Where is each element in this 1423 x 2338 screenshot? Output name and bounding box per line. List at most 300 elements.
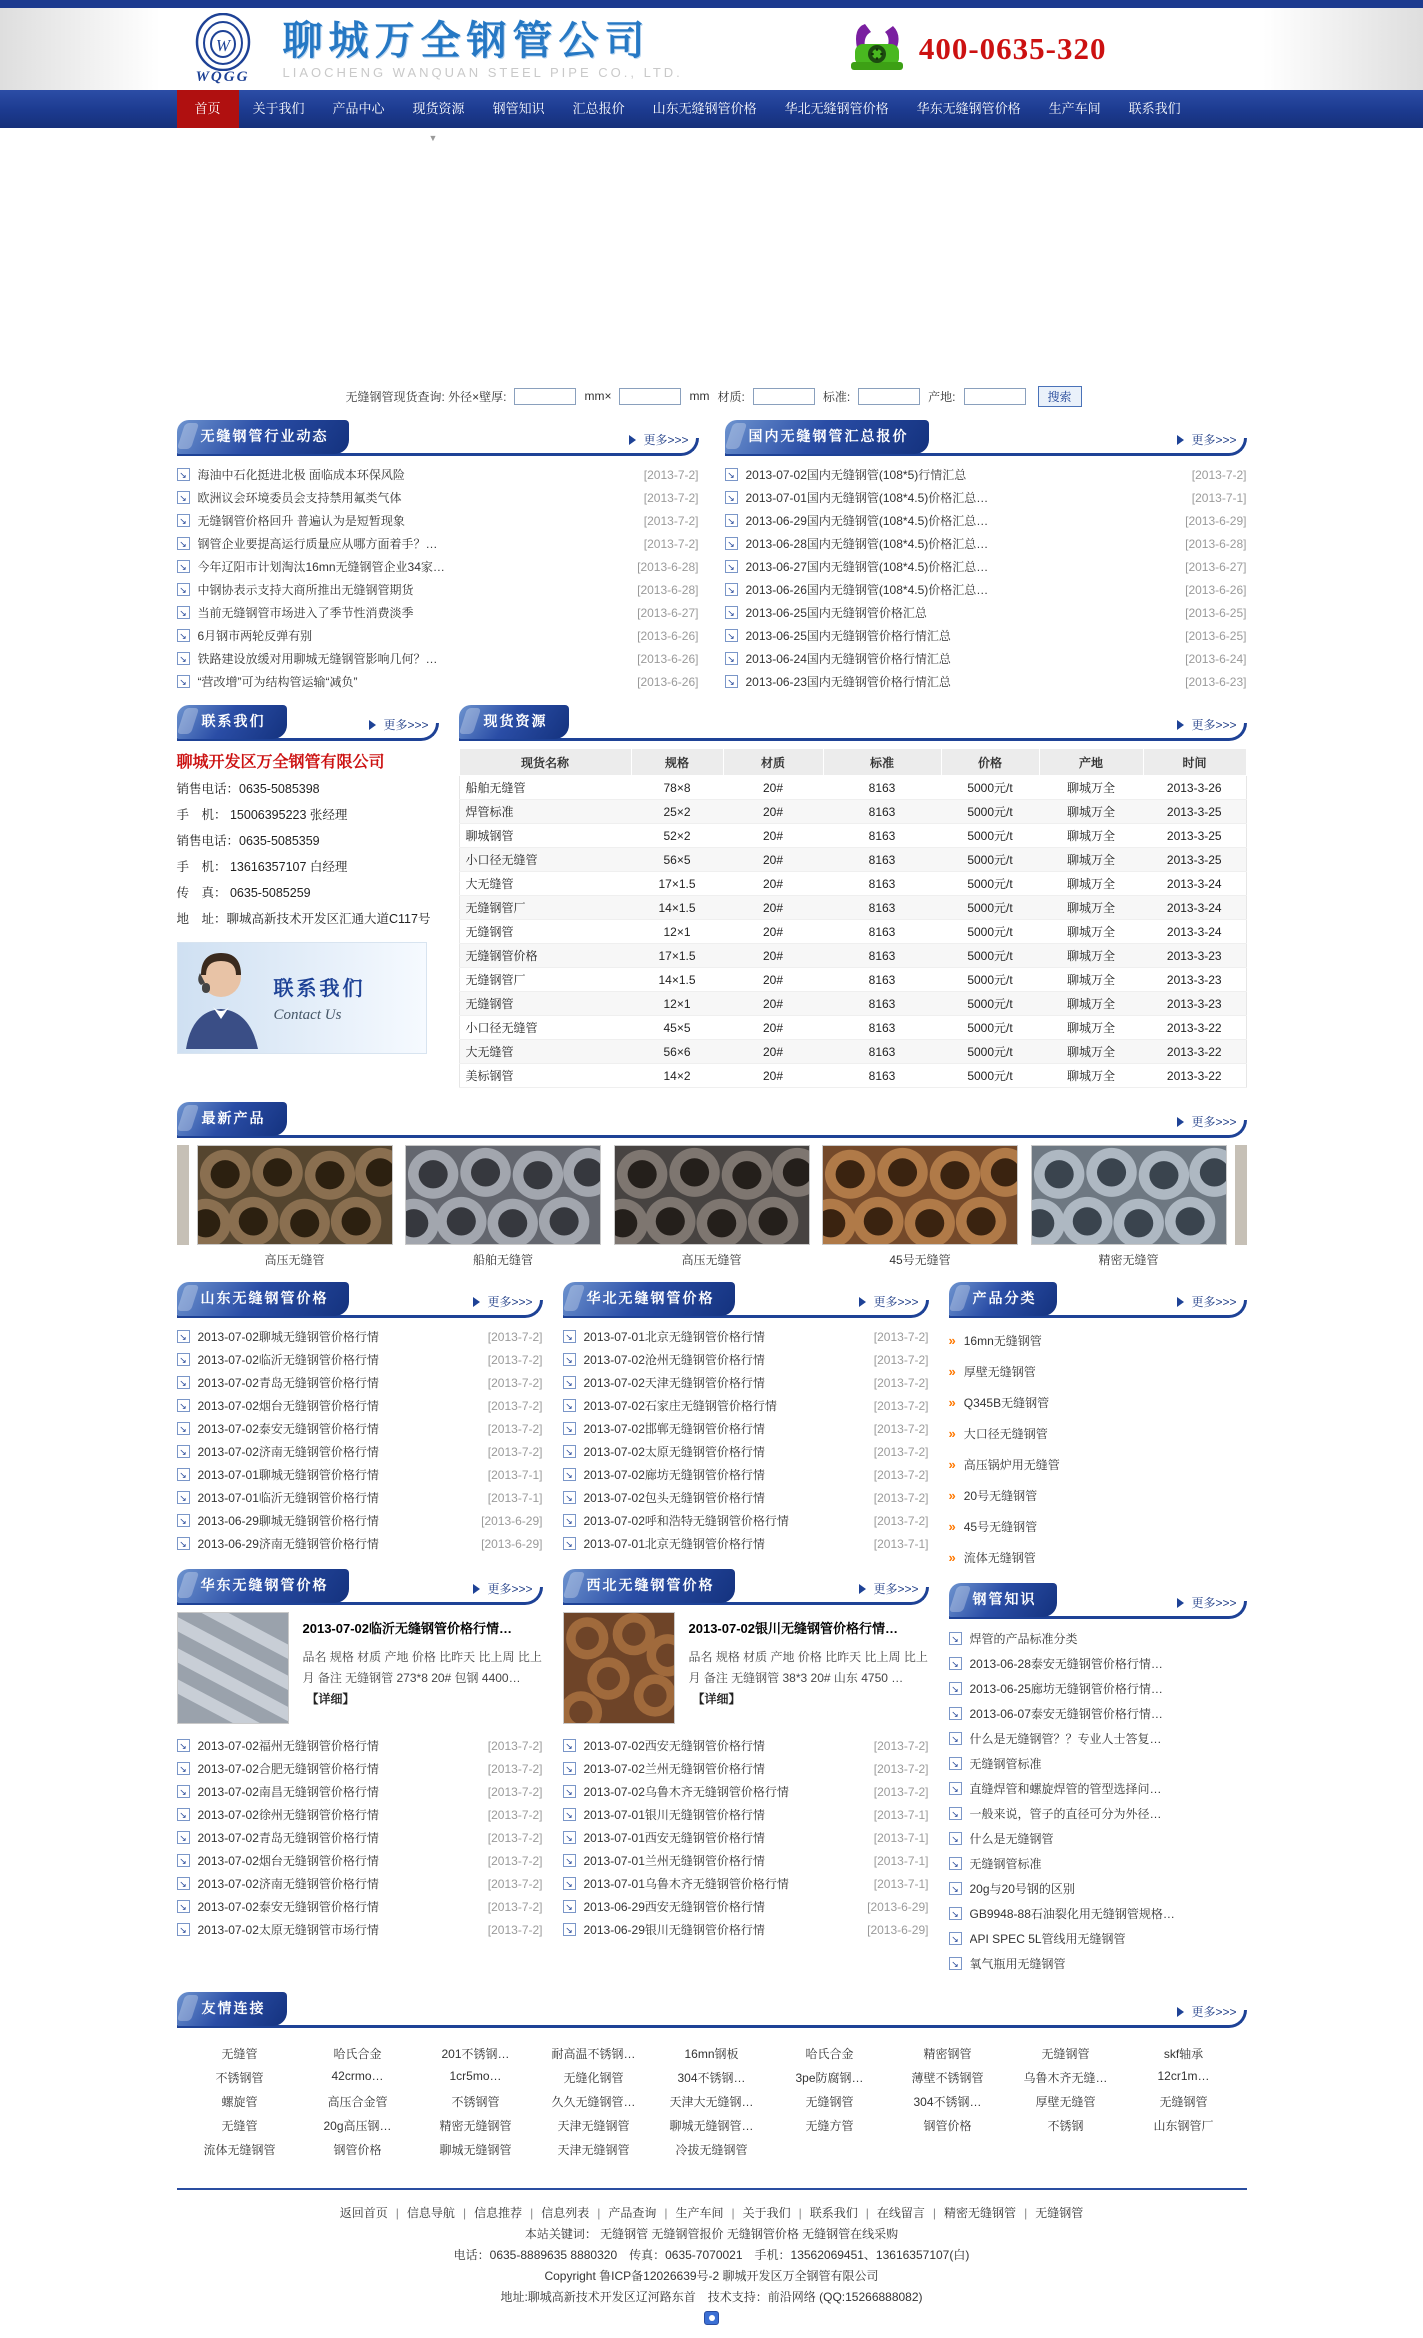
spot-standard: 8163 bbox=[823, 968, 941, 992]
news-row bbox=[949, 1651, 1247, 1676]
spot-date: 2013-3-25 bbox=[1143, 848, 1246, 872]
featured-image[interactable] bbox=[563, 1612, 675, 1724]
friend-links-section bbox=[177, 1992, 1247, 2162]
arrow-icon bbox=[177, 468, 190, 481]
arrow-icon bbox=[563, 1739, 576, 1752]
news-link[interactable]: 无缝钢管价格回升 普遍认为是短暂现象 bbox=[197, 514, 405, 528]
arrow-icon bbox=[725, 629, 738, 642]
arrow-icon bbox=[563, 1877, 576, 1890]
news-link[interactable]: 2013-07-02合肥无缝钢管价格行情 bbox=[197, 1762, 379, 1776]
news-link[interactable]: 2013-07-02太原无缝钢管价格行情 bbox=[583, 1445, 765, 1459]
arrow-icon bbox=[949, 1857, 962, 1870]
news-link[interactable]: 2013-07-01北京无缝钢管价格行情 bbox=[583, 1537, 765, 1551]
news-row bbox=[949, 1726, 1247, 1751]
friend-link[interactable]: 流体无缝钢管 bbox=[203, 2143, 276, 2157]
news-link[interactable]: 铁路建设放缓对用聊城无缝钢管影响几何？… bbox=[197, 652, 438, 666]
product-categories-section bbox=[949, 1282, 1247, 1573]
nav-item[interactable]: 关于我们 bbox=[252, 101, 305, 116]
friend-link[interactable]: 钢管价格 bbox=[923, 2119, 972, 2133]
category-row bbox=[949, 1511, 1247, 1542]
knowledge-link[interactable]: 无缝钢管标准 bbox=[969, 1857, 1042, 1871]
company-logo[interactable] bbox=[177, 13, 269, 86]
table-header-cell: 产地 bbox=[1039, 749, 1143, 776]
news-link[interactable]: 2013-06-29银川无缝钢管价格行情 bbox=[583, 1923, 765, 1937]
product-link[interactable]: 船舶无缝管 bbox=[472, 1253, 533, 1267]
spot-material: 20# bbox=[723, 1016, 823, 1040]
spot-origin: 聊城万全 bbox=[1039, 824, 1143, 848]
category-link[interactable]: 16mn无缝钢管 bbox=[963, 1334, 1042, 1348]
arrow-icon bbox=[563, 1808, 576, 1821]
news-link[interactable]: 2013-07-01西安无缝钢管价格行情 bbox=[583, 1831, 765, 1845]
news-link[interactable]: 2013-07-02太原无缝钢管市场行情 bbox=[197, 1923, 379, 1937]
pipe-knowledge-section bbox=[949, 1583, 1247, 1976]
friend-link[interactable]: 钢管价格 bbox=[333, 2143, 382, 2157]
category-link[interactable]: Q345B无缝钢管 bbox=[963, 1396, 1050, 1410]
news-link[interactable]: 今年辽阳市计划淘汰16mn无缝钢管企业34家… bbox=[197, 560, 445, 574]
news-link[interactable]: 2013-07-02聊城无缝钢管价格行情 bbox=[197, 1330, 379, 1344]
news-date: [2013-7-2] bbox=[643, 490, 699, 505]
product-link[interactable]: 45号无缝管 bbox=[889, 1253, 951, 1267]
news-date: [2013-6-29] bbox=[867, 1922, 929, 1937]
news-link[interactable]: 2013-06-27国内无缝钢管(108*4.5)价格汇总… bbox=[745, 560, 989, 574]
more-link[interactable]: 更多>>> bbox=[1177, 431, 1236, 448]
section-divider bbox=[177, 2010, 1247, 2028]
footer-nav-link[interactable]: | 联系我们 bbox=[809, 2206, 858, 2220]
friend-link[interactable]: 无缝化钢管 bbox=[563, 2071, 624, 2085]
spot-name-link[interactable]: 无缝钢管厂 bbox=[459, 968, 631, 992]
category-link[interactable]: 20号无缝钢管 bbox=[963, 1489, 1038, 1503]
site-stats-icon[interactable] bbox=[704, 2311, 719, 2325]
news-link[interactable]: 2013-07-02烟台无缝钢管价格行情 bbox=[197, 1854, 379, 1868]
arrow-icon bbox=[949, 1957, 962, 1970]
footer-nav-link[interactable]: | 关于我们 bbox=[742, 2206, 791, 2220]
news-link[interactable]: 2013-07-01兰州无缝钢管价格行情 bbox=[583, 1854, 765, 1868]
arrow-icon bbox=[177, 606, 190, 619]
arrow-icon bbox=[949, 1907, 962, 1920]
origin-input[interactable] bbox=[964, 388, 1026, 405]
detail-link[interactable]: 【详细】 bbox=[692, 1692, 741, 1706]
knowledge-link[interactable]: 什么是无缝钢管 bbox=[969, 1832, 1054, 1846]
spot-name-link[interactable]: 美标钢管 bbox=[459, 1064, 631, 1088]
friend-link[interactable]: 厚壁无缝管 bbox=[1035, 2095, 1096, 2109]
news-row bbox=[949, 1926, 1247, 1951]
news-link[interactable]: 2013-06-25国内无缝钢管价格汇总 bbox=[745, 606, 927, 620]
arrow-icon bbox=[563, 1491, 576, 1504]
news-link[interactable]: 2013-06-29国内无缝钢管(108*4.5)价格汇总… bbox=[745, 514, 989, 528]
top-strip bbox=[0, 0, 1423, 8]
news-link[interactable]: 2013-07-02泰安无缝钢管价格行情 bbox=[197, 1422, 379, 1436]
featured-image[interactable] bbox=[177, 1612, 289, 1724]
friend-link[interactable]: 无缝钢管 bbox=[1159, 2095, 1208, 2109]
friend-link[interactable]: 耐高温不锈钢… bbox=[551, 2047, 636, 2061]
table-row bbox=[459, 1040, 1246, 1064]
friend-link[interactable]: 3pe防腐钢… bbox=[795, 2071, 864, 2085]
footer-nav-link[interactable]: | 精密无缝钢管 bbox=[944, 2206, 1017, 2220]
product-image[interactable] bbox=[1031, 1145, 1227, 1245]
category-link[interactable]: 大口径无缝钢管 bbox=[963, 1427, 1048, 1441]
featured-title-link[interactable]: 2013-07-02临沂无缝钢管价格行情… bbox=[302, 1621, 512, 1636]
spot-standard: 8163 bbox=[823, 776, 941, 800]
spot-spec: 14×2 bbox=[631, 1064, 723, 1088]
section-title-tab: 国内无缝钢管汇总报价 bbox=[725, 420, 929, 454]
news-link[interactable]: 2013-07-02泰安无缝钢管价格行情 bbox=[197, 1900, 379, 1914]
friend-link[interactable]: 20g高压钢… bbox=[323, 2119, 392, 2133]
outer-diameter-input[interactable] bbox=[514, 388, 576, 405]
news-link[interactable]: 2013-06-24国内无缝钢管价格行情汇总 bbox=[745, 652, 951, 666]
wall-thickness-input[interactable] bbox=[619, 388, 681, 405]
arrow-icon bbox=[177, 652, 190, 665]
arrow-icon bbox=[725, 652, 738, 665]
friend-link[interactable]: 冷拔无缝钢管 bbox=[675, 2143, 748, 2157]
news-link[interactable]: 2013-07-02烟台无缝钢管价格行情 bbox=[197, 1399, 379, 1413]
more-link[interactable]: 更多>>> bbox=[473, 1580, 532, 1597]
arrow-icon bbox=[725, 537, 738, 550]
footer-keywords: 本站关键词： 无缝钢管 无缝钢管报价 无缝钢管价格 无缝钢管在线采购 bbox=[524, 2227, 899, 2241]
news-link[interactable]: 2013-07-01国内无缝钢管(108*4.5)价格汇总… bbox=[745, 491, 989, 505]
origin-label: 产地: bbox=[928, 389, 956, 404]
spot-name-link[interactable]: 无缝钢管价格 bbox=[459, 944, 631, 968]
table-row bbox=[459, 824, 1246, 848]
news-row bbox=[177, 463, 699, 486]
news-link[interactable]: 2013-07-02南昌无缝钢管价格行情 bbox=[197, 1785, 379, 1799]
friend-link[interactable]: 精密无缝钢管 bbox=[439, 2119, 512, 2133]
arrow-icon bbox=[563, 1900, 576, 1913]
contact-line: 手 机： 15006395223 张经理 bbox=[176, 808, 348, 822]
nav-item[interactable]: 华北无缝钢管价格 bbox=[784, 101, 889, 116]
friend-link[interactable]: 42crmo… bbox=[331, 2069, 384, 2083]
news-link[interactable]: 中钢协表示支持大商所推出无缝钢管期货 bbox=[197, 583, 414, 597]
news-link[interactable]: 2013-06-25国内无缝钢管价格行情汇总 bbox=[745, 629, 951, 643]
more-link[interactable]: 更多>>> bbox=[1177, 716, 1236, 733]
more-link[interactable]: 更多>>> bbox=[1177, 2003, 1236, 2020]
friend-link[interactable]: 无缝管 bbox=[221, 2119, 258, 2133]
footer-nav-link[interactable]: | 信息列表 bbox=[541, 2206, 590, 2220]
footer-nav-link[interactable]: | 信息推荐 bbox=[474, 2206, 523, 2220]
product-card bbox=[614, 1145, 810, 1268]
news-link[interactable]: 2013-07-02石家庄无缝钢管价格行情 bbox=[583, 1399, 777, 1413]
footer-nav-link[interactable]: | 生产车间 bbox=[675, 2206, 724, 2220]
news-link[interactable]: 2013-07-01临沂无缝钢管价格行情 bbox=[197, 1491, 379, 1505]
news-link[interactable]: 2013-07-02廊坊无缝钢管价格行情 bbox=[583, 1468, 765, 1482]
category-row bbox=[949, 1356, 1247, 1387]
news-link[interactable]: 2013-07-02西安无缝钢管价格行情 bbox=[583, 1739, 765, 1753]
news-link[interactable]: 2013-07-02包头无缝钢管价格行情 bbox=[583, 1491, 765, 1505]
detail-link[interactable]: 【详细】 bbox=[306, 1692, 355, 1706]
news-link[interactable]: 2013-07-01乌鲁木齐无缝钢管价格行情 bbox=[583, 1877, 789, 1891]
friend-link[interactable]: 高压合金管 bbox=[327, 2095, 388, 2109]
product-image[interactable] bbox=[614, 1145, 810, 1245]
knowledge-link[interactable]: GB9948-88石油裂化用无缝钢管规格… bbox=[969, 1907, 1175, 1921]
spot-spec: 56×5 bbox=[631, 848, 723, 872]
spot-name-link[interactable]: 无缝钢管 bbox=[459, 992, 631, 1016]
featured-title-link[interactable]: 2013-07-02银川无缝钢管价格行情… bbox=[688, 1621, 898, 1636]
news-link[interactable]: 欧洲议会环境委员会支持禁用氟类气体 bbox=[197, 491, 402, 505]
more-link[interactable]: 更多>>> bbox=[1177, 1293, 1236, 1310]
spot-name-link[interactable]: 无缝钢管厂 bbox=[459, 896, 631, 920]
news-link[interactable]: 2013-07-01聊城无缝钢管价格行情 bbox=[197, 1468, 379, 1482]
knowledge-link[interactable]: 无缝钢管标准 bbox=[969, 1757, 1042, 1771]
product-link[interactable]: 高压无缝管 bbox=[681, 1253, 742, 1267]
knowledge-link[interactable]: API SPEC 5L管线用无缝钢管 bbox=[969, 1932, 1126, 1946]
unit-mm-x: mm× bbox=[584, 389, 612, 403]
arrow-icon bbox=[563, 1330, 576, 1343]
friend-link[interactable]: 精密钢管 bbox=[923, 2047, 972, 2061]
spot-name-link[interactable]: 船舶无缝管 bbox=[459, 776, 631, 800]
nav-item[interactable]: 华东无缝钢管价格 bbox=[916, 101, 1021, 116]
news-date: [2013-7-2] bbox=[487, 1853, 543, 1868]
section-title-tab: 西北无缝钢管价格 bbox=[563, 1569, 735, 1603]
arrow-icon bbox=[177, 1491, 190, 1504]
friend-link[interactable]: 无缝钢管 bbox=[1041, 2047, 1090, 2061]
footer-nav-link[interactable]: | 在线留言 bbox=[876, 2206, 925, 2220]
news-link[interactable]: 2013-07-01银川无缝钢管价格行情 bbox=[583, 1808, 765, 1822]
nav-item[interactable]: 产品中心 bbox=[332, 101, 385, 116]
nav-item[interactable]: 现货资源 bbox=[412, 101, 465, 116]
friend-link[interactable]: 螺旋管 bbox=[221, 2095, 258, 2109]
news-row bbox=[177, 1780, 543, 1803]
footer-nav-link[interactable]: 返回首页 bbox=[339, 2206, 388, 2220]
news-link[interactable]: 2013-06-26国内无缝钢管(108*4.5)价格汇总… bbox=[745, 583, 989, 597]
news-row bbox=[563, 1532, 929, 1555]
nav-item[interactable]: 汇总报价 bbox=[572, 101, 625, 116]
news-link[interactable]: 2013-07-02临沂无缝钢管价格行情 bbox=[197, 1353, 379, 1367]
spot-price: 5000元/t bbox=[941, 1016, 1039, 1040]
more-link[interactable]: 更多>>> bbox=[369, 716, 428, 733]
arrow-icon bbox=[177, 1831, 190, 1844]
nav-item[interactable]: 山东无缝钢管价格 bbox=[652, 101, 757, 116]
footer-nav-link[interactable]: | 产品查询 bbox=[608, 2206, 657, 2220]
more-link[interactable]: 更多>>> bbox=[1177, 1113, 1236, 1130]
news-row bbox=[725, 463, 1247, 486]
arrow-icon bbox=[725, 606, 738, 619]
friend-link[interactable]: 304不锈钢… bbox=[677, 2071, 746, 2085]
table-row bbox=[459, 1064, 1246, 1088]
friend-link[interactable]: 哈氏合金 bbox=[805, 2047, 854, 2061]
knowledge-link[interactable]: 2013-06-07泰安无缝钢管价格行情… bbox=[969, 1707, 1163, 1721]
spot-price: 5000元/t bbox=[941, 872, 1039, 896]
friend-link[interactable]: 无缝方管 bbox=[805, 2119, 854, 2133]
friend-link[interactable]: 天津大无缝钢… bbox=[669, 2095, 754, 2109]
friend-link[interactable]: 不锈钢 bbox=[1047, 2119, 1084, 2133]
arrow-icon bbox=[563, 1422, 576, 1435]
news-link[interactable]: 2013-07-02兰州无缝钢管价格行情 bbox=[583, 1762, 765, 1776]
arrow-icon bbox=[949, 1807, 962, 1820]
arrow-icon bbox=[949, 1782, 962, 1795]
spot-standard: 8163 bbox=[823, 944, 941, 968]
logo-letter: W bbox=[215, 35, 230, 55]
arrow-icon bbox=[563, 1831, 576, 1844]
news-link[interactable]: 2013-06-28国内无缝钢管(108*4.5)价格汇总… bbox=[745, 537, 989, 551]
news-link[interactable]: 6月钢市两轮反弹有别 bbox=[197, 629, 313, 643]
arrow-icon bbox=[725, 675, 738, 688]
news-row bbox=[177, 1486, 543, 1509]
featured-article bbox=[563, 1612, 929, 1724]
friend-link[interactable]: 薄壁不锈钢管 bbox=[911, 2071, 984, 2085]
spot-spec: 17×1.5 bbox=[631, 944, 723, 968]
news-link[interactable]: 2013-07-02沧州无缝钢管价格行情 bbox=[583, 1353, 765, 1367]
news-link[interactable]: 2013-07-02青岛无缝钢管价格行情 bbox=[197, 1376, 379, 1390]
nav-item[interactable]: 钢管知识 bbox=[492, 101, 545, 116]
news-link[interactable]: 2013-07-01北京无缝钢管价格行情 bbox=[583, 1330, 765, 1344]
news-link[interactable]: 2013-07-02青岛无缝钢管价格行情 bbox=[197, 1831, 379, 1845]
friend-link[interactable]: 无缝钢管 bbox=[805, 2095, 854, 2109]
spot-name-link[interactable]: 小口径无缝管 bbox=[459, 848, 631, 872]
friend-link[interactable]: 聊城无缝钢管… bbox=[669, 2119, 754, 2133]
more-arrow-icon bbox=[369, 720, 376, 730]
news-row bbox=[177, 1849, 543, 1872]
spot-name-link[interactable]: 聊城钢管 bbox=[459, 824, 631, 848]
arrow-icon bbox=[725, 583, 738, 596]
news-link[interactable]: 2013-07-02天津无缝钢管价格行情 bbox=[583, 1376, 765, 1390]
featured-desc: 品名 规格 材质 产地 价格 比昨天 比上周 比上月 备注 无缝钢管 273*8 20# 包钢 4400… bbox=[302, 1650, 542, 1685]
spot-name-link[interactable]: 大无缝管 bbox=[459, 872, 631, 896]
friend-link[interactable]: 天津无缝钢管 bbox=[557, 2119, 630, 2133]
news-link[interactable]: 钢管企业要提高运行质量应从哪方面着手？… bbox=[197, 537, 438, 551]
table-header-cell: 标准 bbox=[823, 749, 941, 776]
knowledge-link[interactable]: 氧气瓶用无缝钢管 bbox=[969, 1957, 1066, 1971]
section-title-tab: 友情连接 bbox=[177, 1992, 287, 2026]
section-title-tab: 最新产品 bbox=[177, 1102, 287, 1136]
news-link[interactable]: 当前无缝钢管市场进入了季节性消费淡季 bbox=[197, 606, 414, 620]
news-link[interactable]: 2013-07-02福州无缝钢管价格行情 bbox=[197, 1739, 379, 1753]
friend-link[interactable]: 12cr1m… bbox=[1157, 2069, 1210, 2083]
spot-name-link[interactable]: 小口径无缝管 bbox=[459, 1016, 631, 1040]
news-date: [2013-7-2] bbox=[643, 536, 699, 551]
more-arrow-icon bbox=[1177, 435, 1184, 445]
news-link[interactable]: 2013-07-02济南无缝钢管价格行情 bbox=[197, 1877, 379, 1891]
contact-company-name: 聊城开发区万全钢管有限公司 bbox=[176, 754, 385, 771]
news-link[interactable]: 2013-07-02乌鲁木齐无缝钢管价格行情 bbox=[583, 1785, 789, 1799]
news-row bbox=[177, 1918, 543, 1941]
friend-link[interactable]: 1cr5mo… bbox=[449, 2069, 502, 2083]
friend-link[interactable]: 不锈钢管 bbox=[215, 2071, 264, 2085]
spot-price: 5000元/t bbox=[941, 968, 1039, 992]
news-link[interactable]: 2013-07-02邯郸无缝钢管价格行情 bbox=[583, 1422, 765, 1436]
spot-name-link[interactable]: 大无缝管 bbox=[459, 1040, 631, 1064]
table-row bbox=[459, 1016, 1246, 1040]
more-link[interactable]: 更多>>> bbox=[859, 1580, 918, 1597]
spot-name-link[interactable]: 焊管标准 bbox=[459, 800, 631, 824]
knowledge-link[interactable]: 2013-06-25廊坊无缝钢管价格行情… bbox=[969, 1682, 1163, 1696]
news-row bbox=[177, 555, 699, 578]
news-row bbox=[177, 1417, 543, 1440]
news-link[interactable]: 2013-06-29聊城无缝钢管价格行情 bbox=[197, 1514, 379, 1528]
news-date: [2013-7-2] bbox=[487, 1830, 543, 1845]
table-row bbox=[459, 896, 1246, 920]
latest-products-section bbox=[177, 1102, 1247, 1268]
more-link[interactable]: 更多>>> bbox=[859, 1293, 918, 1310]
news-row bbox=[563, 1757, 929, 1780]
friend-link[interactable]: 哈氏合金 bbox=[333, 2047, 382, 2061]
spot-origin: 聊城万全 bbox=[1039, 944, 1143, 968]
standard-input[interactable] bbox=[858, 388, 920, 405]
product-image[interactable] bbox=[405, 1145, 601, 1245]
news-date: [2013-7-2] bbox=[873, 1398, 929, 1413]
friend-link[interactable]: 天津无缝钢管 bbox=[557, 2143, 630, 2157]
news-row bbox=[177, 1757, 543, 1780]
category-link[interactable]: 45号无缝钢管 bbox=[963, 1520, 1038, 1534]
knowledge-link[interactable]: 焊管的产品标准分类 bbox=[969, 1632, 1078, 1646]
spot-origin: 聊城万全 bbox=[1039, 1040, 1143, 1064]
news-date: [2013-7-2] bbox=[873, 1513, 929, 1528]
news-link[interactable]: 2013-06-29济南无缝钢管价格行情 bbox=[197, 1537, 379, 1551]
more-link[interactable]: 更多>>> bbox=[473, 1293, 532, 1310]
knowledge-link[interactable]: 20g与20号钢的区别 bbox=[969, 1882, 1075, 1896]
product-link[interactable]: 高压无缝管 bbox=[264, 1253, 325, 1267]
friend-link[interactable]: 16mn钢板 bbox=[684, 2047, 739, 2061]
nav-item[interactable]: 生产车间 bbox=[1048, 101, 1101, 116]
news-row bbox=[563, 1417, 929, 1440]
knowledge-link[interactable]: 2013-06-28泰安无缝钢管价格行情… bbox=[969, 1657, 1163, 1671]
spot-material: 20# bbox=[723, 992, 823, 1016]
spot-name-link[interactable]: 无缝钢管 bbox=[459, 920, 631, 944]
friend-link[interactable]: 乌鲁木齐无缝… bbox=[1023, 2071, 1108, 2085]
friend-link[interactable]: skf轴承 bbox=[1163, 2047, 1204, 2061]
product-link[interactable]: 精密无缝管 bbox=[1098, 1253, 1159, 1267]
friend-link[interactable]: 201不锈钢… bbox=[441, 2047, 510, 2061]
friend-link[interactable]: 304不锈钢… bbox=[913, 2095, 982, 2109]
news-link[interactable]: 2013-06-23国内无缝钢管价格行情汇总 bbox=[745, 675, 951, 689]
knowledge-link[interactable]: 直缝焊管和螺旋焊管的管型选择问… bbox=[969, 1782, 1162, 1796]
product-image[interactable] bbox=[197, 1145, 393, 1245]
news-link[interactable]: 2013-07-02济南无缝钢管价格行情 bbox=[197, 1445, 379, 1459]
nav-item[interactable]: 首页 bbox=[177, 90, 239, 128]
news-link[interactable]: 2013-07-02呼和浩特无缝钢管价格行情 bbox=[583, 1514, 789, 1528]
search-button[interactable]: 搜索 bbox=[1038, 386, 1082, 407]
news-row bbox=[563, 1895, 929, 1918]
news-row bbox=[563, 1780, 929, 1803]
news-row bbox=[177, 601, 699, 624]
spot-material: 20# bbox=[723, 968, 823, 992]
knowledge-link[interactable]: 一般来说，管子的直径可分为外径… bbox=[969, 1807, 1162, 1821]
arrow-icon bbox=[949, 1757, 962, 1770]
friend-link[interactable]: 山东钢管厂 bbox=[1153, 2119, 1214, 2133]
header bbox=[0, 8, 1423, 90]
friend-link[interactable]: 聊城无缝钢管 bbox=[439, 2143, 512, 2157]
shandong-price-section bbox=[177, 1282, 543, 1555]
product-image[interactable] bbox=[822, 1145, 1018, 1245]
knowledge-link[interactable]: 什么是无缝钢管？？专业人士答复… bbox=[969, 1732, 1162, 1746]
more-link[interactable]: 更多>>> bbox=[629, 431, 688, 448]
friend-link[interactable]: 无缝管 bbox=[221, 2047, 258, 2061]
news-link[interactable]: 2013-07-02国内无缝钢管(108*5)行情汇总 bbox=[745, 468, 967, 482]
news-date: [2013-7-1] bbox=[873, 1853, 929, 1868]
category-link[interactable]: 高压锅炉用无缝管 bbox=[963, 1458, 1060, 1472]
news-link[interactable]: 2013-07-02徐州无缝钢管价格行情 bbox=[197, 1808, 379, 1822]
news-date: [2013-7-2] bbox=[873, 1421, 929, 1436]
material-input[interactable] bbox=[753, 388, 815, 405]
news-link[interactable]: 海油中石化挺进北极 面临成本环保风险 bbox=[197, 468, 405, 482]
friend-link[interactable]: 久久无缝钢管… bbox=[551, 2095, 636, 2109]
spot-price: 5000元/t bbox=[941, 896, 1039, 920]
news-link[interactable]: “营改增”可为结构管运输“减负” bbox=[197, 675, 358, 689]
spot-material: 20# bbox=[723, 896, 823, 920]
footer-nav-link[interactable]: | 无缝钢管 bbox=[1035, 2206, 1084, 2220]
news-link[interactable]: 2013-06-29西安无缝钢管价格行情 bbox=[583, 1900, 765, 1914]
friend-link[interactable]: 不锈钢管 bbox=[451, 2095, 500, 2109]
footer-nav-link[interactable]: | 信息导航 bbox=[406, 2206, 455, 2220]
more-link[interactable]: 更多>>> bbox=[1177, 1594, 1236, 1611]
xibei-price-section bbox=[563, 1569, 929, 1941]
logo-brand-text: WQGG bbox=[195, 68, 250, 85]
table-header-cell: 规格 bbox=[631, 749, 723, 776]
spot-spec: 12×1 bbox=[631, 920, 723, 944]
category-link[interactable]: 厚壁无缝钢管 bbox=[963, 1365, 1036, 1379]
category-link[interactable]: 流体无缝钢管 bbox=[963, 1551, 1036, 1565]
more-arrow-icon bbox=[473, 1584, 480, 1594]
nav-item[interactable]: 联系我们 bbox=[1128, 101, 1181, 116]
spot-price: 5000元/t bbox=[941, 824, 1039, 848]
